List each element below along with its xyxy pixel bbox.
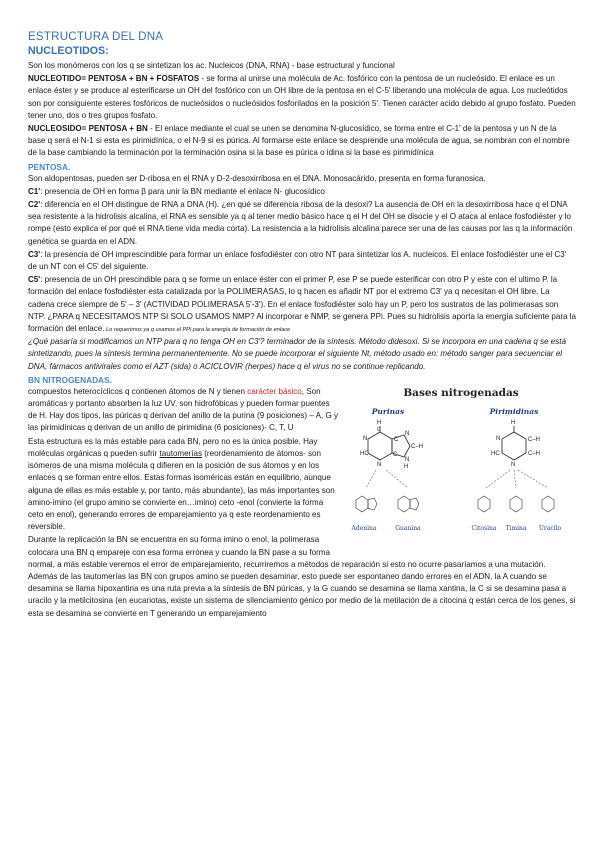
- c3-term: C3': [28, 249, 41, 259]
- c1-term: C1': [28, 186, 41, 196]
- svg-text:N: N: [511, 461, 516, 468]
- c1-text: : presencia de OH en forma β para unir la BN mediante el enlace N- glucosídico: [40, 186, 325, 196]
- bn-p1-text-b: , Son aromáticas y portanto absorben la luz UV, son hidrofóbicas y pueden formar puentes de H. Hay dos tipos, las púricas q derivan del anillo de la purina (9 posiciones) – A, G y las pirimidínicas q derivan de un anillo de pirimidina (6 posiciones)- C, T, U: [28, 386, 338, 433]
- bn-block: [28, 386, 576, 620]
- svg-text:HC: HC: [491, 450, 500, 457]
- c3-text: : la presencia de OH imprescindible para formar un enlace fosfodiéster con otro NT para sintetizar los A. nucleicos. El enlace fosfodiéster une el C3' de un NT con el C5' del siguiente.: [28, 249, 567, 272]
- c2-text: : diferencia en el OH distingue de RNA a DNA (H). ¿en qué se diferencia ribosa de la desoxi? La ausencia de OH en la desoxirribosa hace q el DNA sea resistente a la hidrolisis alcalina, el RNA es sensible ya q al tener medio básico hace q el H del OH se disocie y el O ataca al enlace fosfodiéster y lo rompe (esto explica el por qué el RNA tiene vida media corta). La resistencia a la hidrolisis alcalina parece ser una de las causas por las q la información genética se guarda en el ADN.: [28, 200, 573, 246]
- svg-text:C–H: C–H: [528, 450, 541, 457]
- svg-text:C: C: [393, 451, 398, 458]
- bn-paragraph-3: Durante la replicación la BN se encuentra en su forma imino o enol, la polimerasa colocara una BN q empareje con esa forma errónea y cuando la BN pase a su forma normal, a más estable veremos el error de emparejamiento, recurriremos a métodos de reparación si esto no ocurre pasaríamos a una mutación. Además de las tautomerías las BN con grupos amino se pueden desaminar, esto puede ser espontaneo dando errores en el ADN, la A cuando se desamina se llama hipoxantina es una ruta previa a la síntesis de BN púricas, y la G cuando se desamina se llama xantina, la C si se desamina pasa a uracilo y la metilcitosina (en eucariotas, existe un sistema de silenciamiento génico por medio de la metilación de a citocina q están cerca de los genes, si esta se desamina se convierte en T generando un emparejamiento: [28, 535, 576, 618]
- pyrimidine-name-0: Citosina: [471, 524, 497, 532]
- tautomerias-term: tautomerías: [159, 448, 203, 458]
- nucleosido-text: - El enlace mediante el cual se unen se denomina N-glucosídico, se forma entre el C-1' de la pentosa y un N de la base q será el N-1 si esta es pirimidínica, o el N-9 si es púrica. Al formarse este enlace se desprende una molécula de agua, se nombran con el nombre de la base cambiando la terminación por la terminación osina si la base es púrica o idina si la base es pirimidínica: [28, 124, 570, 158]
- svg-text:H: H: [377, 419, 382, 426]
- c5-text: : presencia de un OH prescindible para q se forme un enlace éster con el primer P, ese P se puede esterificar con otro P y este con el ultimo P. la formación del enlace fosfodiéster esta catalizada por la POLIMERASAS, lo q hacen es añadir NT por el extremo C3' ya q necesitan el OH libre. La cadena crece siempre de 5' – 3' (ACTIVIDAD POLIMERASA 5'-3'). En el enlace fosfodiéster solo hay un P, pero los sustratos de las polimerasas son NTP. ¿PARA q NECESITAMOS NTP SI SOLO USAMOS NMP? Al incorporar e NMP, se genera PPi. Pues su hidrolisis aporta la energía suficiente para la formación del enlace.: [28, 275, 577, 334]
- svg-text:N: N: [405, 456, 410, 463]
- nucleosido-term: NUCLEOSIDO= PENTOSA + BN: [28, 124, 148, 134]
- section-title-nucleotidos: NUCLEOTIDOS:: [28, 45, 109, 57]
- nucleotido-paragraph: [28, 73, 576, 122]
- derivation-arrows: [366, 470, 548, 488]
- pyrimidine-ring-icon: [502, 426, 526, 460]
- c5-paragraph: [28, 274, 576, 335]
- c2-paragraph: [28, 199, 576, 248]
- pyrimidine-name-2: Uracilo: [538, 524, 562, 532]
- nitrogenous-bases-figure: [346, 384, 576, 552]
- svg-text:C–H: C–H: [411, 443, 424, 450]
- purine-name-1: Guanina: [395, 524, 421, 532]
- svg-text:N: N: [377, 461, 382, 468]
- figure-title: Bases nitrogenadas: [403, 386, 519, 399]
- nucleotido-text: - se forma al unirse una molécula de Ac. fosfórico con la pentosa de un nucleósido. El enlace es un enlace éster y se produce al esterificarse un OH del fosfórico con un OH libre de la pentosa en el C-5' liberando una molécula de agua. Los nucleótidos son por consiguiente esteres fosfóricos de nucleósidos o nucleósidos fosforilados en la posición 5'. Tienen carácter acido debido al grupo fosfato. Pueden tener uno, dos o tres grupos fosfato.: [28, 74, 576, 120]
- purine-ring-icon: [368, 426, 410, 460]
- c5-note: Lo requerimos ya q usamos el PPi para la energía de formación de enlace: [104, 327, 291, 334]
- c5-term: C5': [28, 275, 41, 285]
- pentosa-intro: Son aldopentosas, pueden ser D-ribosa en el RNA y D-2-desoxirribosa en el DNA. Monosacárido, presenta en forma furanosica.: [28, 173, 486, 183]
- pyrimidines-label: Pirimidinas: [489, 406, 539, 416]
- bases-diagram: [346, 384, 576, 552]
- intro-paragraph: Son los monómeros con los q se sintetizan los ac. Nucleicos (DNA, RNA) - base estructural y funcional: [28, 61, 395, 70]
- bn-p2-text-b: (reordenamiento de átomos- son isómeros de una misma molécula q difieren en la posición de sus átomos y en los enlaces q se forman entre ellos. Estas formas isoméricas están en equilibrio, aunque alguna de ellas es más estable y, por tanto, más abundante), las más importantes son amino-imino (el grupo amino se convierte en…imino) ceto -enol (convierte la forma ceto en enol), generando errores de emparejamiento ya q este reordenamiento es reversible.: [28, 448, 335, 532]
- purines-label: Purinas: [371, 406, 405, 416]
- question-paragraph: ¿Qué pasaría si modificamos un NTP para q no tenga OH en C3'? terminador de la síntesis. Método didesoxi. Si se incorpora en una cadena q se está sintetizando, pues la síntesis termina permanentemente. No se puede incorporar el siguiente Nt, método usado en: método sanger para secuenciar el DNA, fármacos antivirales como el AZT (sida) o ACICLOVIR (herpes) hace q el virus no se continue replicando.: [28, 337, 566, 371]
- svg-text:H: H: [404, 463, 409, 470]
- caracter-basico-highlight: carácter básico: [247, 386, 302, 396]
- svg-text:C–H: C–H: [528, 436, 541, 443]
- section-heading-pentosa: PENTOSA.: [28, 161, 71, 172]
- svg-text:H: H: [511, 419, 516, 426]
- section-heading-bn: BN NITROGENADAS.: [28, 374, 112, 385]
- svg-text:HC: HC: [360, 450, 369, 457]
- svg-text:C: C: [394, 436, 399, 443]
- svg-text:N: N: [405, 430, 410, 437]
- pyrimidine-name-1: Timina: [505, 524, 527, 532]
- c3-paragraph: [28, 249, 576, 273]
- svg-text:N: N: [363, 435, 368, 442]
- doc-title: ESTRUCTURA DEL DNA: [28, 30, 164, 43]
- nucleotido-term: NUCLEOTIDO= PENTOSA + BN + FOSFATOS: [28, 74, 200, 84]
- svg-text:N: N: [496, 435, 501, 442]
- nucleosido-paragraph: [28, 123, 576, 160]
- document-page: [28, 30, 576, 621]
- purine-name-0: Adenina: [351, 524, 377, 532]
- c1-paragraph: [28, 186, 576, 198]
- bn-p2-text-a: Esta estructura es la más estable para cada BN, pero no es la única posible. Hay moléculas orgánicas q pueden sufrir: [28, 436, 318, 458]
- c2-term: C2': [28, 200, 41, 210]
- svg-text:C: C: [377, 426, 381, 433]
- bn-p1-text-a: compuestos heterocíclicos q contienen átomos de N y tienen: [28, 386, 248, 396]
- derivative-structures-icon: [356, 496, 554, 512]
